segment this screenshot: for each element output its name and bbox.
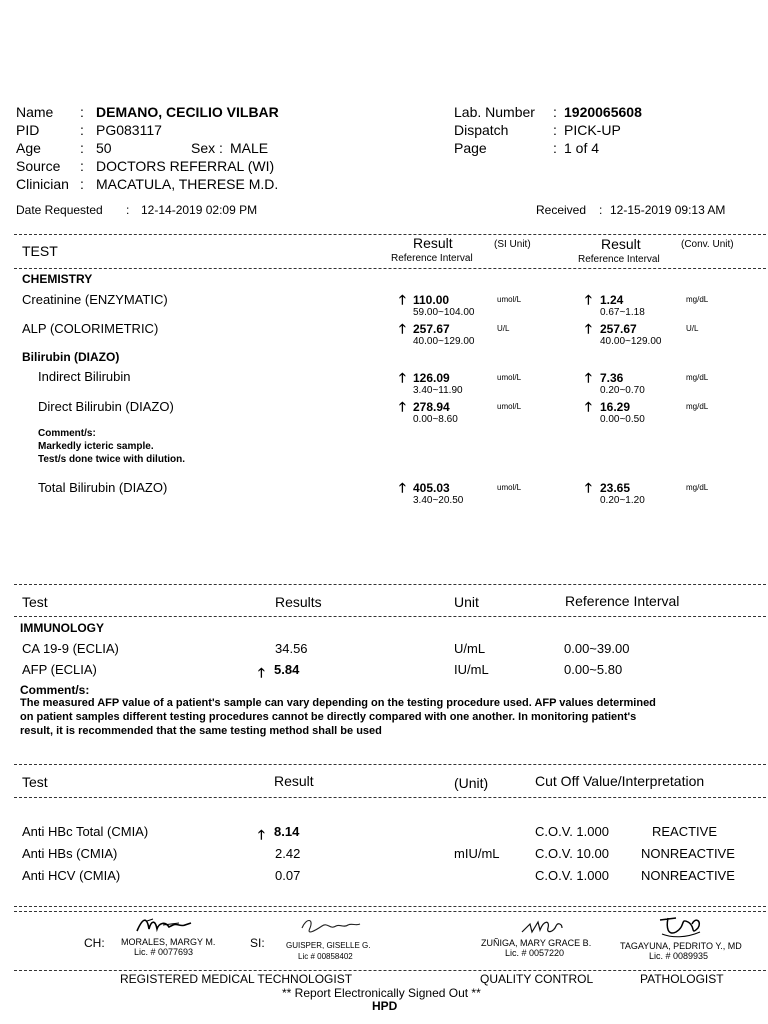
comment-line: result, it is recommended that the same testing method shall be used [20, 725, 382, 737]
interpretation: NONREACTIVE [641, 868, 735, 883]
unit-conv: mg/dL [686, 483, 709, 492]
high-flag-icon: 🡑 [399, 292, 406, 307]
reference: 0.00~5.80 [564, 662, 623, 677]
role-pathologist: PATHOLOGIST [640, 972, 724, 986]
result-conv: 7.36 [600, 371, 624, 385]
sex-label: Sex : [191, 140, 223, 156]
divider [14, 234, 766, 235]
divider [14, 764, 766, 765]
ref-conv: 0.00~0.50 [600, 414, 645, 425]
col-unit: (Unit) [454, 775, 489, 791]
comment-title: Comment/s: [38, 428, 96, 439]
col-si-unit: (SI Unit) [494, 239, 531, 250]
ref-si: 40.00~129.00 [413, 336, 475, 347]
report-code: HPD [372, 999, 398, 1013]
source-value: DOCTORS REFERRAL (WI) [96, 158, 275, 174]
test-name: Creatinine (ENZYMATIC) [22, 292, 168, 307]
signature-image [300, 916, 362, 936]
result-conv: 1.24 [600, 293, 624, 307]
dispatch-value: PICK-UP [564, 122, 621, 138]
dispatch-label: Dispatch [454, 122, 509, 138]
unit-si: umol/L [497, 402, 522, 411]
high-flag-icon: 🡑 [585, 321, 592, 336]
test-name: Anti HBc Total (CMIA) [22, 824, 149, 839]
high-flag-icon: 🡑 [585, 292, 592, 307]
ref-conv: 0.20~0.70 [600, 385, 645, 396]
high-flag-icon: 🡑 [585, 399, 592, 414]
ch-label: CH: [84, 936, 105, 950]
result-conv: 23.65 [600, 481, 631, 495]
ref-si: 3.40~20.50 [413, 495, 464, 506]
unit-si: U/L [497, 324, 510, 333]
lab-number-value: 1920065608 [564, 104, 642, 120]
unit: mIU/mL [454, 846, 500, 861]
result-si: 405.03 [413, 481, 450, 495]
test-name: Direct Bilirubin (DIAZO) [38, 399, 174, 414]
chemistry-section-title: CHEMISTRY [22, 272, 93, 286]
high-flag-icon: 🡑 [258, 827, 265, 842]
signatory-name: GUISPER, GISELLE G. [286, 941, 371, 950]
high-flag-icon: 🡑 [399, 370, 406, 385]
source-label: Source [16, 158, 61, 174]
divider [14, 970, 766, 971]
comment-line: Markedly icteric sample. [38, 441, 154, 452]
lab-number-label: Lab. Number [454, 104, 535, 120]
test-name: Indirect Bilirubin [38, 369, 131, 384]
col-test: Test [22, 774, 48, 790]
bilirubin-subsection: Bilirubin (DIAZO) [22, 350, 120, 364]
pid-label: PID [16, 122, 40, 138]
col-result-si: Result [413, 235, 453, 251]
test-name: CA 19-9 (ECLIA) [22, 641, 119, 656]
unit: IU/mL [454, 662, 489, 677]
signature-image [135, 913, 195, 937]
reference: 0.00~39.00 [564, 641, 630, 656]
name-label: Name [16, 104, 54, 120]
role-quality-control: QUALITY CONTROL [480, 972, 594, 986]
high-flag-icon: 🡑 [399, 480, 406, 495]
patient-name: DEMANO, CECILIO VILBAR [96, 104, 279, 120]
col-reference: Reference Interval [565, 593, 680, 609]
unit-si: umol/L [497, 295, 522, 304]
license-number: Lic. # 0057220 [505, 948, 565, 958]
comment-line: The measured AFP value of a patient's sample can vary depending on the testing procedure used. AFP values determined [20, 697, 656, 709]
col-conv-unit: (Conv. Unit) [681, 239, 734, 250]
divider [14, 584, 766, 585]
result: 2.42 [275, 846, 301, 861]
test-name: AFP (ECLIA) [22, 662, 97, 677]
unit-si: umol/L [497, 373, 522, 382]
result-si: 278.94 [413, 400, 450, 414]
col-result-conv: Result [601, 236, 641, 252]
ref-conv: 0.67~1.18 [600, 307, 645, 318]
immunology-section-title: IMMUNOLOGY [20, 621, 104, 635]
si-label: SI: [250, 936, 265, 950]
footer-divider [14, 906, 766, 912]
signature-image [656, 914, 704, 942]
high-flag-icon: 🡑 [585, 370, 592, 385]
unit-conv: mg/dL [686, 402, 709, 411]
date-requested-value: 12-14-2019 02:09 PM [141, 203, 258, 217]
date-requested-label: Date Requested [16, 203, 103, 217]
age-label: Age [16, 140, 41, 156]
ref-si: 0.00~8.60 [413, 414, 458, 425]
comment-title: Comment/s: [20, 683, 90, 697]
ref-si: 59.00~104.00 [413, 307, 475, 318]
divider [14, 616, 766, 617]
license-number: Lic. # 0077693 [134, 947, 194, 957]
interpretation: REACTIVE [652, 824, 718, 839]
col-test: TEST [22, 243, 58, 259]
page-value: 1 of 4 [564, 140, 600, 156]
divider [14, 797, 766, 798]
comment-line: on patient samples different testing procedures cannot be directly compared with one another. In monitoring patient's [20, 711, 637, 723]
divider [14, 268, 766, 269]
result-si: 257.67 [413, 322, 450, 336]
result: 34.56 [275, 641, 308, 656]
cutoff: C.O.V. 10.00 [535, 846, 609, 861]
high-flag-icon: 🡑 [258, 665, 265, 680]
clinician-label: Clinician [16, 176, 69, 192]
ref-conv: 40.00~129.00 [600, 336, 662, 347]
result-conv: 257.67 [600, 322, 637, 336]
result-conv: 16.29 [600, 400, 631, 414]
result-si: 110.00 [413, 293, 450, 307]
col-results: Results [275, 594, 322, 610]
signature-image [520, 916, 564, 938]
unit: U/mL [454, 641, 486, 656]
signed-out-note: ** Report Electronically Signed Out ** [282, 986, 481, 1000]
unit-si: umol/L [497, 483, 522, 492]
page-label: Page [454, 140, 487, 156]
received-label: Received [536, 203, 587, 217]
interpretation: NONREACTIVE [641, 846, 735, 861]
role-medtech: REGISTERED MEDICAL TECHNOLOGIST [120, 972, 353, 986]
license-number: Lic # 00858402 [298, 952, 353, 961]
unit-conv: mg/dL [686, 295, 709, 304]
test-name: ALP (COLORIMETRIC) [22, 321, 159, 336]
ref-si: 3.40~11.90 [413, 385, 463, 396]
test-name: Anti HCV (CMIA) [22, 868, 121, 883]
ref-conv: 0.20~1.20 [600, 495, 645, 506]
pid-value: PG083117 [96, 122, 162, 138]
signatory-name: MORALES, MARGY M. [121, 937, 216, 947]
received-value: 12-15-2019 09:13 AM [610, 203, 726, 217]
high-flag-icon: 🡑 [585, 480, 592, 495]
col-test: Test [22, 594, 48, 610]
col-cutoff: Cut Off Value/Interpretation [535, 773, 705, 789]
col-result: Result [274, 773, 314, 789]
high-flag-icon: 🡑 [399, 321, 406, 336]
test-name: Anti HBs (CMIA) [22, 846, 118, 861]
comment-line: Test/s done twice with dilution. [38, 454, 186, 465]
cutoff: C.O.V. 1.000 [535, 868, 609, 883]
signatory-name: ZUÑIGA, MARY GRACE B. [481, 938, 592, 948]
license-number: Lic. # 0089935 [649, 951, 709, 961]
cutoff: C.O.V. 1.000 [535, 824, 609, 839]
unit-conv: U/L [686, 324, 699, 333]
result: 8.14 [274, 824, 300, 839]
col-ref-conv: Reference Interval [578, 254, 660, 265]
high-flag-icon: 🡑 [399, 399, 406, 414]
test-name: Total Bilirubin (DIAZO) [38, 480, 168, 495]
unit-conv: mg/dL [686, 373, 709, 382]
col-ref-si: Reference Interval [391, 253, 473, 264]
age-value: 50 [96, 140, 112, 156]
col-unit: Unit [454, 594, 479, 610]
sex-value: MALE [230, 140, 269, 156]
result: 5.84 [274, 662, 300, 677]
signatory-name: TAGAYUNA, PEDRITO Y., MD [620, 941, 742, 951]
clinician-value: MACATULA, THERESE M.D. [96, 176, 279, 192]
result: 0.07 [275, 868, 301, 883]
result-si: 126.09 [413, 371, 450, 385]
